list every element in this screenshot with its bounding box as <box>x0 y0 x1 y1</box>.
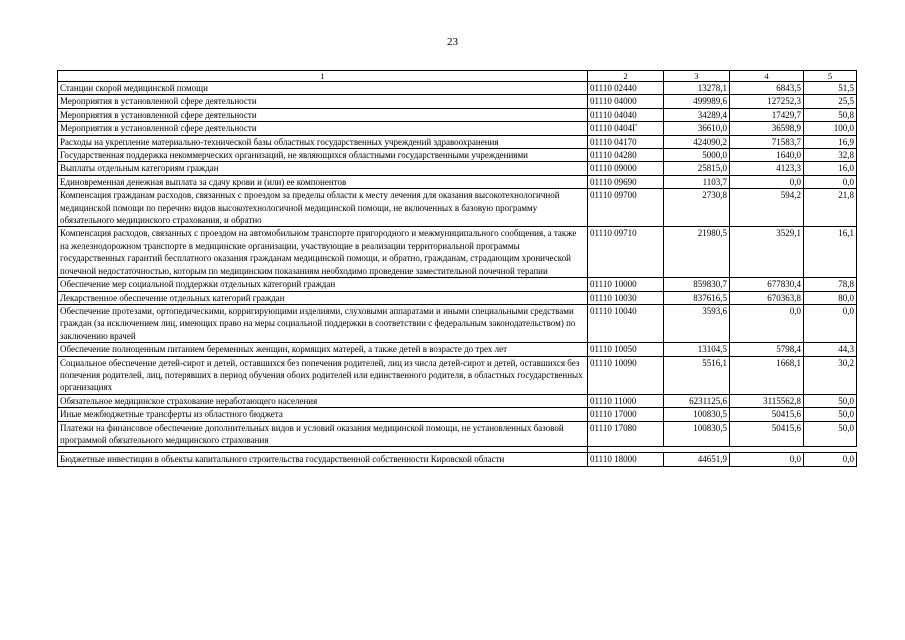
row-actual-value: 4123,3 <box>730 162 804 175</box>
row-code: 01110 09000 <box>588 162 664 175</box>
table-row <box>58 291 857 304</box>
row-name: Мероприятия в установленной сфере деятельности <box>58 122 588 135</box>
row-code: 01110 04280 <box>588 149 664 162</box>
row-code: 01110 02440 <box>588 82 664 95</box>
row-plan-value: 13278,1 <box>664 82 730 95</box>
row-actual-value: 0,0 <box>730 175 804 188</box>
row-percent: 21,8 <box>804 189 857 227</box>
row-actual-value: 71583,7 <box>730 135 804 148</box>
table-row <box>58 408 857 421</box>
row-plan-value: 424090,2 <box>664 135 730 148</box>
row-code: 01110 17080 <box>588 421 664 447</box>
row-code: 01110 0404Г <box>588 122 664 135</box>
column-header: 1 <box>58 71 588 82</box>
column-header: 5 <box>804 71 857 82</box>
row-plan-value: 13104,5 <box>664 343 730 356</box>
row-actual-value: 3115562,8 <box>730 394 804 407</box>
row-actual-value: 1640,0 <box>730 149 804 162</box>
row-actual-value: 50415,6 <box>730 421 804 447</box>
row-code: 01110 09710 <box>588 227 664 278</box>
row-name: Бюджетные инвестиции в объекты капитального строительства государственной собственности Кировской области <box>58 453 588 466</box>
table-header-row <box>58 71 857 82</box>
row-plan-value: 5000,0 <box>664 149 730 162</box>
table-row <box>58 421 857 447</box>
row-plan-value: 499989,6 <box>664 95 730 108</box>
row-code: 01110 04000 <box>588 95 664 108</box>
row-code: 01110 10030 <box>588 291 664 304</box>
table-row <box>58 82 857 95</box>
table-row <box>58 95 857 108</box>
row-percent: 30,2 <box>804 356 857 394</box>
row-actual-value: 36598,9 <box>730 122 804 135</box>
row-name: Компенсация гражданам расходов, связанных с проездом за пределы области к месту лечения для оказания высокотехнологичной медицинской помощи по перечню видов высокотехнологичной медицинской помощи, не включенных в базовую программу обязательного медицинского страхования, и обратно <box>58 189 588 227</box>
row-actual-value: 3529,1 <box>730 227 804 278</box>
row-name: Обязательное медицинское страхование неработающего населения <box>58 394 588 407</box>
row-percent: 80,0 <box>804 291 857 304</box>
row-plan-value: 3593,6 <box>664 304 730 342</box>
table-row <box>58 122 857 135</box>
row-plan-value: 100830,5 <box>664 421 730 447</box>
row-plan-value: 859830,7 <box>664 278 730 291</box>
row-code: 01110 10090 <box>588 356 664 394</box>
column-header: 4 <box>730 71 804 82</box>
row-code: 01110 04170 <box>588 135 664 148</box>
row-name: Станции скорой медицинской помощи <box>58 82 588 95</box>
row-plan-value: 34289,4 <box>664 108 730 121</box>
row-name: Иные межбюджетные трансферты из областного бюджета <box>58 408 588 421</box>
row-plan-value: 36610,0 <box>664 122 730 135</box>
row-plan-value: 25815,0 <box>664 162 730 175</box>
row-name: Государственная поддержка некоммерческих организаций, не являющихся областными государственными учреждениями <box>58 149 588 162</box>
budget-table-body <box>58 71 857 467</box>
row-name: Мероприятия в установленной сфере деятельности <box>58 95 588 108</box>
row-percent: 16,0 <box>804 162 857 175</box>
table-row <box>58 108 857 121</box>
row-percent: 78,8 <box>804 278 857 291</box>
row-percent: 50,8 <box>804 108 857 121</box>
row-plan-value: 5516,1 <box>664 356 730 394</box>
row-plan-value: 100830,5 <box>664 408 730 421</box>
column-header: 2 <box>588 71 664 82</box>
row-percent: 32,8 <box>804 149 857 162</box>
row-name: Обеспечение протезами, ортопедическими, корригирующими изделиями, слуховыми аппаратами и иными специальными средствами граждан (за исключением лиц, имеющих право на меры социальной поддержки в соответствии с федеральным законодательством) по заключению врачей <box>58 304 588 342</box>
table-row <box>58 453 857 466</box>
row-actual-value: 0,0 <box>730 304 804 342</box>
row-code: 01110 10040 <box>588 304 664 342</box>
row-actual-value: 17429,7 <box>730 108 804 121</box>
row-plan-value: 1103,7 <box>664 175 730 188</box>
row-percent: 51,5 <box>804 82 857 95</box>
row-code: 01110 09690 <box>588 175 664 188</box>
table-row <box>58 189 857 227</box>
column-header: 3 <box>664 71 730 82</box>
table-row <box>58 343 857 356</box>
table-row <box>58 304 857 342</box>
row-percent: 25,5 <box>804 95 857 108</box>
row-code: 01110 10000 <box>588 278 664 291</box>
row-actual-value: 50415,6 <box>730 408 804 421</box>
row-name: Обеспечение полноценным питанием беременных женщин, кормящих матерей, а также детей в возрасте до трех лет <box>58 343 588 356</box>
row-percent: 16,9 <box>804 135 857 148</box>
row-actual-value: 6843,5 <box>730 82 804 95</box>
row-actual-value: 677830,4 <box>730 278 804 291</box>
row-percent: 0,0 <box>804 304 857 342</box>
row-percent: 44,3 <box>804 343 857 356</box>
row-name: Компенсация расходов, связанных с проездом на автомобильном транспорте пригородного и межмуниципального сообщения, а также на железнодорожном транспорте в медицинские организации, участвующие в реализации территориальной программы государственных гарантий бесплатного оказания гражданам медицинской помощи, и обратно, гражданам, страдающим хронической почечной недостаточностью, которым по медицинским показаниям необходимо проведение заместительной почечной терапии <box>58 227 588 278</box>
row-plan-value: 21980,5 <box>664 227 730 278</box>
row-plan-value: 44651,9 <box>664 453 730 466</box>
row-code: 01110 09700 <box>588 189 664 227</box>
row-actual-value: 594,2 <box>730 189 804 227</box>
table-row <box>58 149 857 162</box>
row-name: Платежи на финансовое обеспечение дополнительных видов и условий оказания медицинской помощи, не установленных базовой программой обязательного медицинского страхования <box>58 421 588 447</box>
row-code: 01110 11000 <box>588 394 664 407</box>
row-code: 01110 04040 <box>588 108 664 121</box>
row-code: 01110 10050 <box>588 343 664 356</box>
table-row <box>58 135 857 148</box>
table-row <box>58 394 857 407</box>
row-actual-value: 670363,8 <box>730 291 804 304</box>
row-percent: 0,0 <box>804 453 857 466</box>
row-name: Расходы на укрепление материально-технической базы областных государственных учреждений здравоохранения <box>58 135 588 148</box>
row-plan-value: 6231125,6 <box>664 394 730 407</box>
row-name: Социальное обеспечение детей-сирот и детей, оставшихся без попечения родителей, лиц из числа детей-сирот и детей, оставшихся без попечения родителей, лиц, потерявших в период обучения обоих родителей или единственного родителя, в областных государственных организациях <box>58 356 588 394</box>
row-name: Единовременная денежная выплата за сдачу крови и (или) ее компонентов <box>58 175 588 188</box>
row-actual-value: 127252,3 <box>730 95 804 108</box>
row-name: Обеспечение мер социальной поддержки отдельных категорий граждан <box>58 278 588 291</box>
table-row <box>58 356 857 394</box>
page-number: 23 <box>447 36 458 48</box>
table-row <box>58 278 857 291</box>
budget-table <box>57 70 857 467</box>
row-percent: 50,0 <box>804 421 857 447</box>
row-name: Лекарственное обеспечение отдельных категорий граждан <box>58 291 588 304</box>
row-actual-value: 1668,1 <box>730 356 804 394</box>
row-percent: 16,1 <box>804 227 857 278</box>
row-name: Выплаты отдельным категориям граждан <box>58 162 588 175</box>
row-code: 01110 17000 <box>588 408 664 421</box>
table-row <box>58 175 857 188</box>
row-percent: 50,0 <box>804 394 857 407</box>
row-actual-value: 0,0 <box>730 453 804 466</box>
row-percent: 50,0 <box>804 408 857 421</box>
row-percent: 0,0 <box>804 175 857 188</box>
row-plan-value: 2730,8 <box>664 189 730 227</box>
table-row <box>58 162 857 175</box>
row-plan-value: 837616,5 <box>664 291 730 304</box>
row-actual-value: 5798,4 <box>730 343 804 356</box>
row-percent: 100,0 <box>804 122 857 135</box>
table-row <box>58 227 857 278</box>
row-name: Мероприятия в установленной сфере деятельности <box>58 108 588 121</box>
row-code: 01110 18000 <box>588 453 664 466</box>
